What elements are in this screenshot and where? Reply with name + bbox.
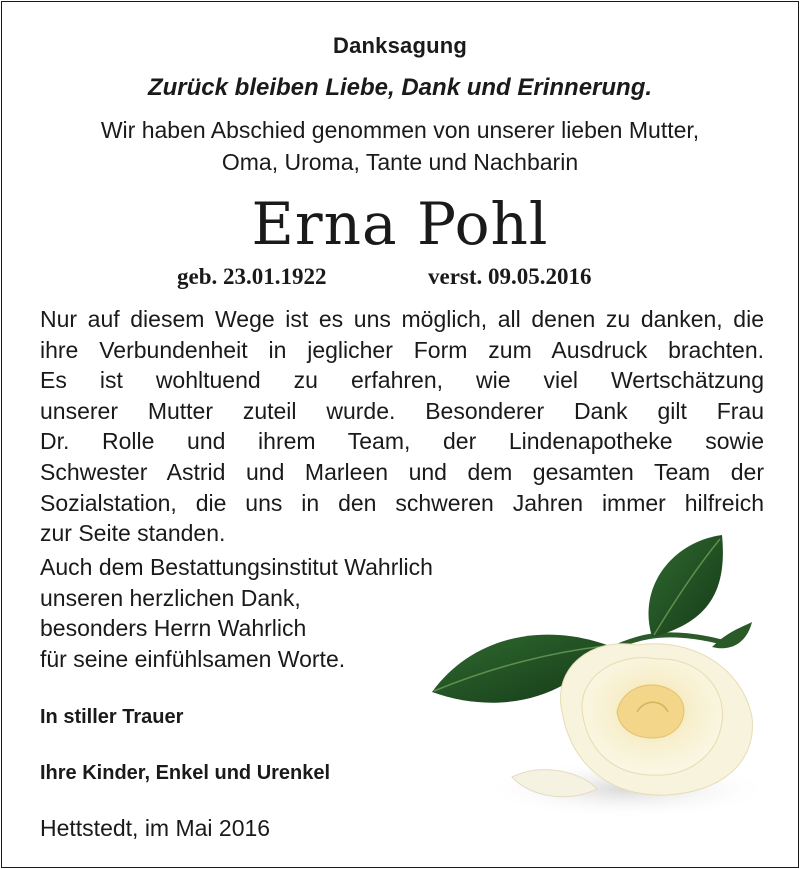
paragraph-line: Es ist wohltuend zu erfahren, wie viel Wertschätzung bbox=[40, 367, 764, 394]
intro-text bbox=[2, 114, 798, 178]
family-signature: Ihre Kinder, Enkel und Urenkel bbox=[40, 762, 331, 784]
mourning-line: In stiller Trauer bbox=[40, 706, 184, 728]
thanks-line: für seine einfühlsamen Worte. bbox=[40, 645, 346, 672]
white-rose-image bbox=[422, 527, 772, 827]
obituary-notice bbox=[1, 1, 799, 868]
thanks-line: unseren herzlichen Dank, bbox=[40, 584, 301, 611]
paragraph-line: unserer Mutter zuteil wurde. Besonderer Dank gilt Frau bbox=[40, 397, 764, 424]
paragraph-line: zur Seite standen. bbox=[40, 520, 226, 547]
thanks-line: besonders Herrn Wahrlich bbox=[40, 615, 307, 642]
notice-subtitle: Zurück bleiben Liebe, Dank und Erinnerung. bbox=[147, 74, 653, 101]
paragraph-line: Schwester Astrid und Marleen und dem gesamten Team der bbox=[40, 458, 764, 485]
deceased-name: Erna Pohl bbox=[251, 190, 549, 258]
intro-line: Wir haben Abschied genommen von unserer lieben Mutter, bbox=[100, 117, 700, 143]
paragraph-line: ihre Verbundenheit in jeglicher Form zum Ausdruck brachten. bbox=[40, 336, 764, 363]
thanks-paragraph bbox=[40, 304, 764, 549]
death-date: verst. 09.05.2016 bbox=[428, 264, 592, 289]
funeral-home-thanks bbox=[40, 552, 433, 674]
thanks-line: Auch dem Bestattungsinstitut Wahrlich bbox=[40, 554, 433, 580]
place-date: Hettstedt, im Mai 2016 bbox=[40, 815, 271, 841]
paragraph-line: Dr. Rolle und ihrem Team, der Lindenapotheke sowie bbox=[40, 428, 764, 455]
birth-date: geb. 23.01.1922 bbox=[177, 264, 327, 289]
paragraph-line: Nur auf diesem Wege ist es uns möglich, all denen zu danken, die bbox=[40, 306, 764, 332]
leaf-small bbox=[712, 622, 752, 648]
paragraph-line: Sozialstation, die uns in den schweren Jahren immer hilfreich bbox=[40, 489, 764, 516]
notice-title: Danksagung bbox=[332, 33, 468, 58]
intro-line: Oma, Uroma, Tante und Nachbarin bbox=[221, 149, 579, 175]
